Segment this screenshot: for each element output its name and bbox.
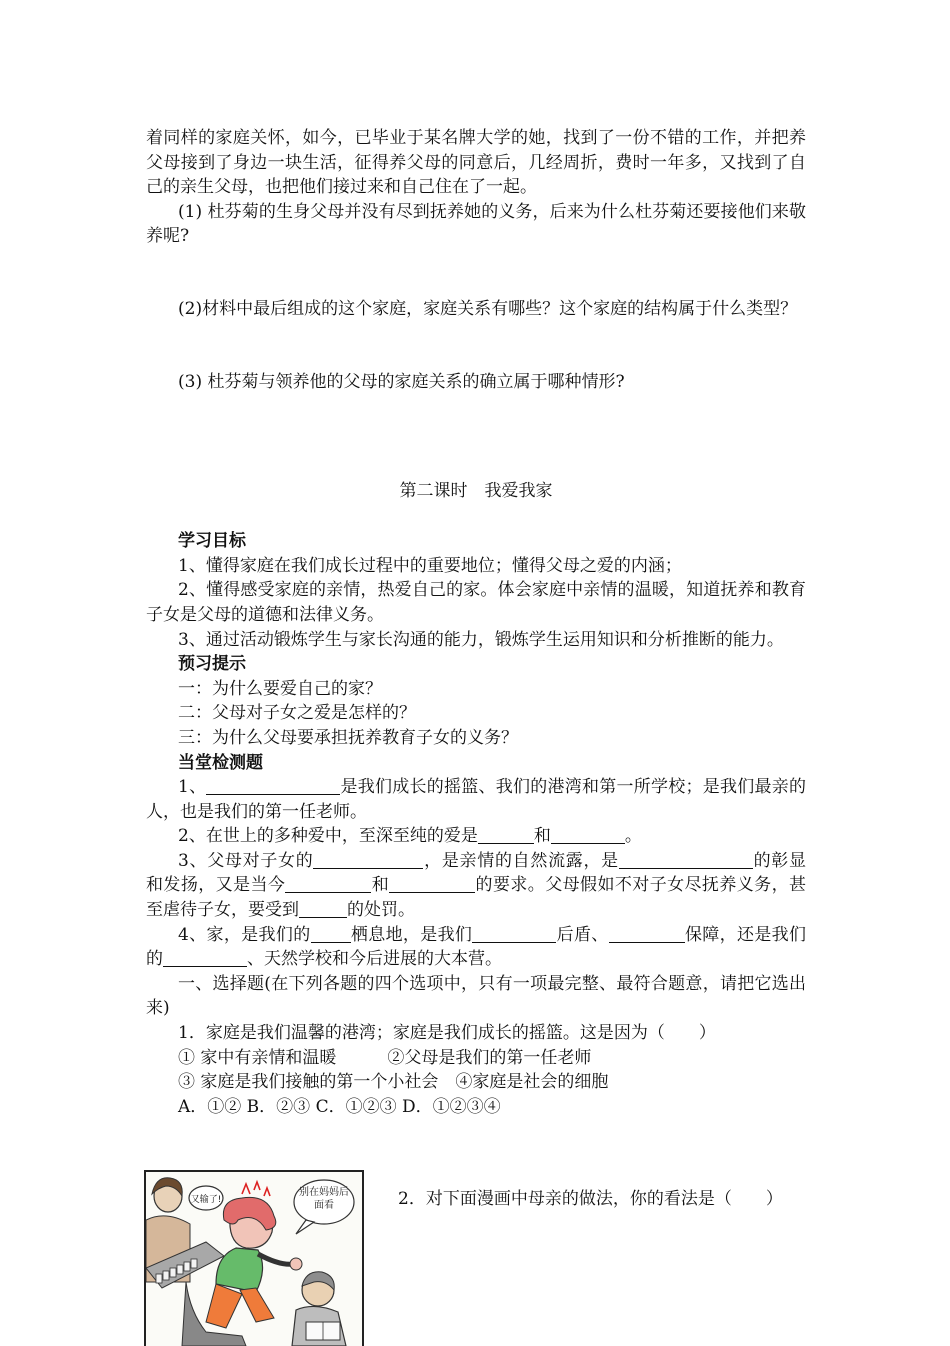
choice-question-1: 1．家庭是我们温馨的港湾；家庭是我们成长的摇篮。这是因为（ ） [178, 1023, 716, 1044]
fill-text: 4、家，是我们的 [178, 924, 311, 945]
story-paragraph: 着同样的家庭关怀，如今，已毕业于某名牌大学的她，找到了一份不错的工作，并把养父母接到了身边一块生活，征得养父母的同意后，几经周折，费时一年多，又找到了自己的亲生父母，也把他们接过来和自己住在了一起。 [146, 128, 806, 198]
goal-item: 3、通过活动锻炼学生与家长沟通的能力，锻炼学生运用知识和分析推断的能力。 [178, 629, 784, 650]
preview-item: 二：父母对子女之爱是怎样的？ [178, 703, 416, 724]
choice-question-2: 2．对下面漫画中母亲的做法，你的看法是（ ） [398, 1189, 783, 1209]
fill-text: 保障，还是我们的 [146, 924, 807, 970]
choice-options-row: ③ 家庭是我们接触的第一个小社会 ④家庭是社会的细胞 [178, 1072, 609, 1093]
goal-item: 2、懂得感受家庭的亲情，热爱自己的家。体会家庭中亲情的温暖，知道抚养和教育子女是父母的道德和法律义务。 [146, 580, 806, 625]
fill-blank[interactable] [478, 825, 534, 844]
fill-question-3 [146, 849, 806, 923]
question-1: (1) 杜芬菊的生身父母并没有尽到抚养她的义务，后来为什么杜芬菊还要接他们来敬养呢? [146, 201, 806, 247]
fill-blank[interactable] [311, 924, 351, 943]
fill-blank[interactable] [609, 924, 685, 943]
document-page [146, 126, 806, 1119]
fill-blank[interactable] [389, 874, 475, 893]
comic-illustration [144, 1170, 364, 1346]
fill-text: 的要求。父母假如不对子女尽抚养义务，甚至虐待子女，要受到 [146, 875, 807, 921]
fill-blank[interactable] [313, 850, 423, 869]
fill-question-2 [146, 824, 806, 849]
fill-text: 和 [533, 826, 551, 847]
preview-item: 三：为什么父母要承担抚养教育子女的义务？ [178, 727, 518, 748]
fill-text: 3、父母对子女的 [178, 850, 314, 871]
fill-text: 和 [371, 875, 390, 896]
choice-options-row: ① 家中有亲情和温暖 ②父母是我们的第一任老师 [178, 1047, 592, 1068]
fill-blank[interactable] [285, 874, 371, 893]
fill-text: 栖息地，是我们 [350, 924, 473, 945]
choice-answers: A．①② B．②③ C．①②③ D．①②③④ [178, 1096, 501, 1117]
fill-blank[interactable] [299, 899, 347, 918]
fill-question-4 [146, 923, 806, 972]
preview-item: 一：为什么要爱自己的家？ [178, 678, 382, 699]
goal-item: 1、懂得家庭在我们成长过程中的重要地位；懂得父母之爱的内涵； [178, 555, 682, 576]
check-heading: 当堂检测题 [178, 752, 263, 773]
fill-blank[interactable] [472, 924, 556, 943]
lesson-title: 第二课时 我爱我家 [399, 481, 553, 502]
fill-blank[interactable] [163, 948, 247, 967]
fill-text: 2、在世上的多种爱中，至深至纯的爱是 [178, 826, 478, 847]
fill-text: ，是亲情的自然流露，是 [423, 850, 619, 871]
fill-question-1 [146, 775, 806, 824]
fill-blank[interactable] [619, 850, 753, 869]
comic-bubble-right: 别在妈妈后面看 [299, 1187, 349, 1211]
question-2: (2)材料中最后组成的这个家庭，家庭关系有哪些？这个家庭的结构属于什么类型？ [178, 298, 798, 319]
preview-heading: 预习提示 [178, 654, 246, 675]
fill-text: 的处罚。 [347, 900, 415, 921]
fill-text: 后盾、 [556, 924, 609, 945]
fill-text: 是我们成长的摇篮、我们的港湾和第一所学校；是我们最亲的人，也是我们的第一任老师。 [146, 777, 806, 822]
fill-text: 的彰显和发扬，又是当今 [146, 850, 806, 896]
choice-heading: 一、选择题(在下列各题的四个选项中，只有一项最完整、最符合题意，请把它选出来) [146, 973, 806, 1019]
fill-text: 、天然学校和今后进展的大本营。 [247, 949, 502, 970]
fill-blank[interactable] [206, 776, 340, 795]
fill-text: 。 [624, 826, 642, 847]
fill-text: 1、 [178, 777, 207, 798]
fill-blank[interactable] [551, 825, 625, 844]
goals-heading: 学习目标 [178, 531, 246, 552]
question-3: (3) 杜芬菊与领养他的父母的家庭关系的确立属于哪种情形? [178, 371, 625, 392]
comic-bubble-left: 又输了! [190, 1195, 222, 1205]
